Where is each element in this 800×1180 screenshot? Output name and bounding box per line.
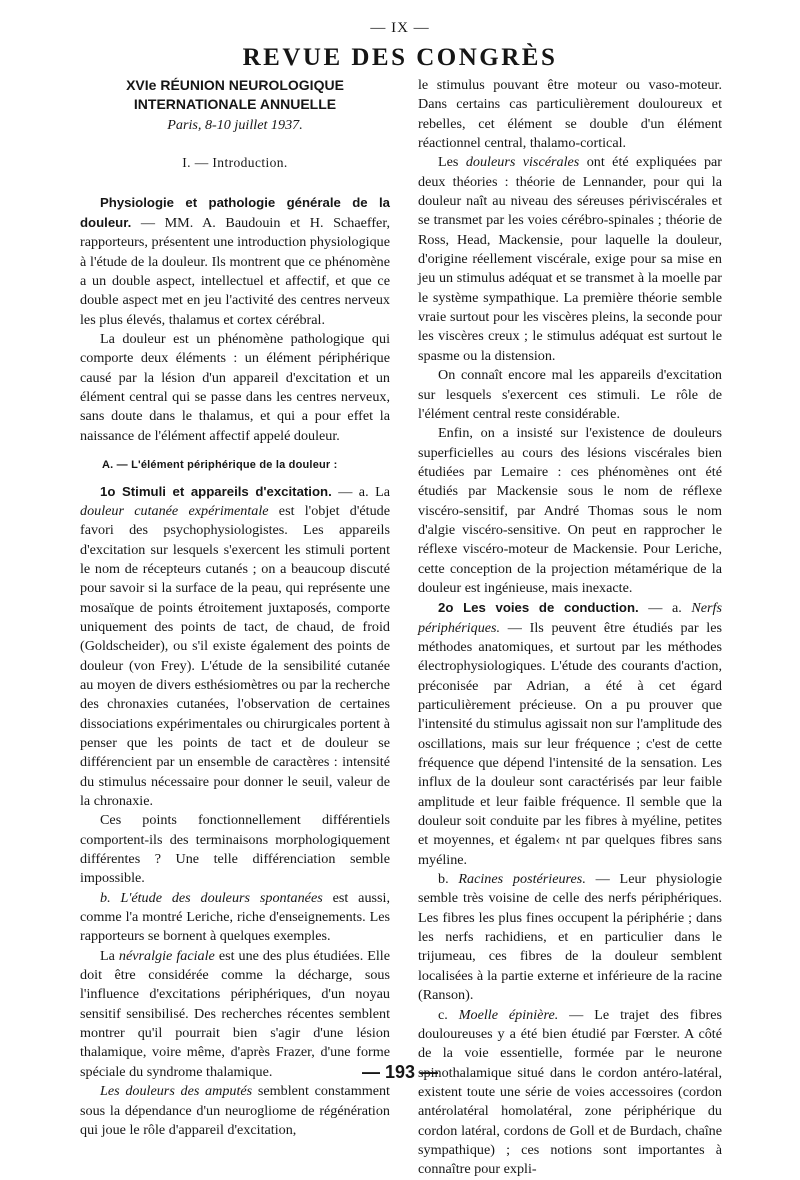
section-heading: I. — Introduction. bbox=[182, 155, 288, 171]
paragraph-text: est une des plus étudiées. Elle doit être considérée comme la décharge, sous l'influence d'excitations périphériques, d'un noyau sensitif sensibilisé. Des recherches récentes semblent montrer qu'il pourrait bien s'agir d'une lésion thalamique, voire même, d'après Frazer, d'une forme spéciale du syndrome thalamique. bbox=[80, 947, 390, 1080]
paragraph-racines-posterieures bbox=[418, 870, 722, 1005]
paragraph-emphasis: b. L'étude des douleurs spontanées bbox=[100, 889, 323, 906]
paragraph-text: c. bbox=[438, 1006, 459, 1023]
paragraph-emphasis: Racines postérieures. bbox=[458, 871, 586, 888]
meeting-place-date: Paris, 8-10 juillet 1937. bbox=[167, 117, 303, 133]
paragraph-physiologie bbox=[80, 193, 390, 330]
paragraph-emphasis: douleur cutanée expérimentale bbox=[80, 502, 269, 519]
paragraph-text: — Le trajet des fibres douloureuses y a été bien étudié par Fœrster. A côté de la voie essentielle, formée par le neurone spinothalamique situé dans le cordon antéro-latéral, existent toute une série de voies accessoires (cordon antérolatéral homolatéral, zone périphérique du cordon latéral, cordons de Goll et de Burdach, chaîne sympathique) ; ces notions sont importantes à connaître pour expli- bbox=[418, 1006, 722, 1178]
paragraph-text: — a. La bbox=[331, 483, 390, 500]
paragraph-amputes bbox=[80, 1082, 390, 1140]
paragraph-title: 1o Stimuli et appareils d'excitation. bbox=[100, 483, 332, 499]
meeting-title-line-1: XVIe RÉUNION NEUROLOGIQUE bbox=[126, 77, 344, 93]
paragraph-text: — Ils peuvent être étudiés par les méthodes anatomiques, et surtout par les méthodes électrophysiologiques. L'étude des courants d'action, préconisée par Adrian, a été à cet égard particulièrement précieuse. On a pu prouver que l'intensité du stimulus agissait non sur l'amplitude des oscillations, mais sur leur fréquence ; c'est de cette fréquence que dépend l'intensité de la sensation. Les influx de la douleur sont caractérisés par leur faible amplitude et leur faible fréquence. Il semble que la douleur soit conduite par les fibres à myéline, petites et moyennes, et égalem‹ nt par quelques fibres sans myéline. bbox=[418, 619, 722, 868]
right-column bbox=[418, 76, 722, 1180]
meeting-title-line-2: INTERNATIONALE ANNUELLE bbox=[133, 96, 337, 112]
paragraph-text: — a. bbox=[638, 600, 692, 617]
paragraph-douleurs-superficielles: Enfin, on a insisté sur l'existence de douleurs superficielles au cours des lésions viscérales bien étudiées par Lemaire : ces phénomènes ont été étudiés par Mackensie sous le nom de réflexe viscéro-sensitif, par André Thomas sous le nom d'algie viscéro-sensitive. On peut en rapprocher le réflexe viscéro-moteur de Mackensie. Pour Leriche, cette conception de la projection métamérique de la douleur est ingénieuse, mais inexacte. bbox=[418, 425, 722, 596]
paragraph-text: Les bbox=[438, 154, 466, 171]
paragraph-text: est l'objet d'étude favori des psychophysiologistes. Les appareils d'excitation sur lesquels s'exercent les stimuli portent le nom de récepteurs cutanés ; on a beaucoup discuté pour savoir si la surface de la peau, qui représente une mosaïque de points étroitement juxtaposés, comporte uniquement des points de tact, de chaud, de froid (Goldscheider), ou s'il existe également des points de douleur (von Frey). L'étude de la sensibilité cutanée au moyen de divers esthésiomètres ou par la recherche des chronaxies cutanées, l'observation de certaines dissociations expérimentales ou chirurgicales portent à penser que les points de tact et de douleur se différencient par un ensemble de caractères : intensité du stimulus nécessaire pour donner le seuil, valeur de la chronaxie. bbox=[80, 502, 390, 809]
paragraph-stimuli bbox=[80, 482, 390, 812]
paragraph-voies-conduction bbox=[418, 598, 722, 870]
paragraph-moelle-epiniere bbox=[418, 1006, 722, 1180]
paragraph-emphasis: névralgie faciale bbox=[118, 947, 215, 964]
paragraph-emphasis: Moelle épinière. bbox=[458, 1006, 559, 1023]
paragraph-douleurs-viscerales bbox=[418, 153, 722, 366]
journal-section-title: REVUE DES CONGRÈS bbox=[242, 44, 558, 71]
paragraph-points-fonctionnels: Ces points fonctionnellement différentiels comportent-ils des terminaisons morphologiquement différentes ? Une telle différenciation semble impossible. bbox=[80, 812, 390, 887]
paragraph-emphasis: douleurs viscérales bbox=[465, 154, 580, 171]
paragraph-text: est aussi, comme l'a montré Leriche, riche d'enseignements. Les rapporteurs se bornent à quelques exemples. bbox=[80, 889, 390, 945]
paragraph-title: Physiologie et pathologie générale de la douleur. bbox=[80, 194, 390, 231]
page-number: — 193 — bbox=[361, 1062, 439, 1082]
paragraph-text: ont été expliquées par deux théories : théorie de Lennander, pour qui la douleur naît au niveau des séreuses périviscérales et se transmet par les voies cérébro-spinales ; théorie de Ross, Head, Mackensie, pour laquelle la douleur, d'origine réellement viscérale, exige pour sa mise en jeu un stimulus adéquat et se transmet à la moelle par le système sympathique. La première théorie semble vraie surtout pour les viscères pleins, la seconde pour les viscères creux ; le stimulus adéquat est surtout le spasme ou la distension. bbox=[418, 154, 722, 364]
paragraph-douleurs-spontanees bbox=[80, 889, 390, 947]
paragraph-text: b. bbox=[438, 871, 459, 888]
paragraph-appareils-excitation: On connaît encore mal les appareils d'excitation sur lesquels s'exercent ces stimuli. Le rôle de l'élément central reste considérable. bbox=[418, 367, 722, 422]
paragraph-emphasis: Les douleurs des amputés bbox=[100, 1083, 253, 1100]
paragraph-text: La bbox=[100, 947, 119, 964]
paragraph-text: — Leur physiologie semble très voisine de celle des nerfs périphériques. Les fibres les plus fines occupent la périphérie ; dans les nerfs rachidiens, et en particulier dans le trijumeau, ces fibres de la douleur semblent localisées à la partie externe et inférieure de la racine (Ranson). bbox=[418, 871, 723, 1004]
subheading-element-peripherique: A. — L'élément périphérique de la douleur : bbox=[102, 459, 338, 472]
paragraph-stimulus-continuation: le stimulus pouvant être moteur ou vaso-moteur. Dans certains cas particulièrement douloureux et rebelles, cet élément se double d'un élément réactionnel central, thalamo-cortical. bbox=[418, 77, 722, 152]
paragraph-text: — MM. A. Baudouin et H. Schaeffer, rapporteurs, présentent une introduction physiologique à l'étude de la douleur. Ils montrent que ce phénomène a un double aspect, intellectuel et affectif, et que ce double aspect met en jeu l'activité des centres nerveux les plus élevés, thalamus et cortex cérébral. bbox=[80, 215, 390, 328]
paragraph-text: semblent constamment sous la dépendance d'un neurogliome de régénération qui joue le rôle d'appareil d'excitation, bbox=[80, 1083, 390, 1138]
left-column bbox=[80, 76, 390, 1140]
paragraph-douleur-elements: La douleur est un phénomène pathologique qui comporte deux éléments : un élément périphérique causé par la lésion d'un appareil d'excitation et un élément central qui se passe dans les centres nerveux, sans doute dans le thalamus, et qui a pour effet la naissance de l'élément affectif appelé douleur. bbox=[80, 331, 390, 444]
paragraph-emphasis: Nerfs périphériques. bbox=[418, 600, 722, 636]
paragraph-title: 2o Les voies de conduction. bbox=[438, 600, 639, 616]
meeting-title bbox=[80, 76, 390, 114]
page-roman-numeral: — IX — bbox=[370, 20, 430, 36]
